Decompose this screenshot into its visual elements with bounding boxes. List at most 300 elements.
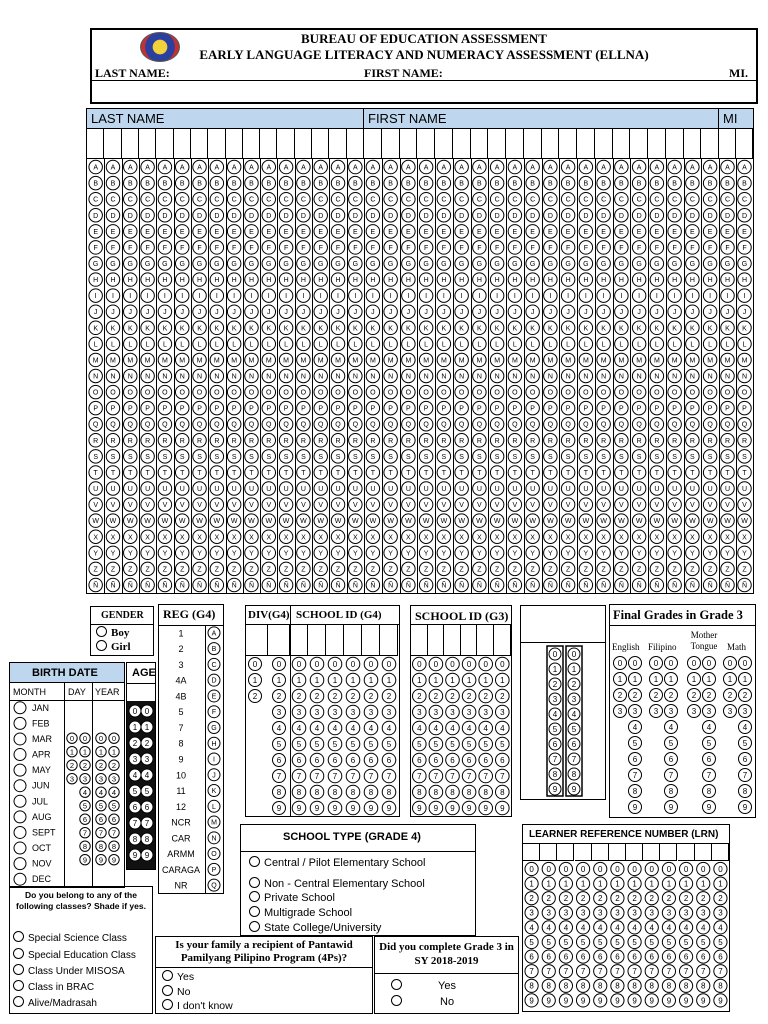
last-name-bubble[interactable]	[124, 546, 137, 559]
school-g3-digit-box[interactable]	[444, 624, 461, 656]
last-name-letter-box[interactable]	[295, 129, 312, 159]
last-name-bubble[interactable]	[331, 305, 344, 318]
last-name-bubble[interactable]	[349, 417, 362, 430]
first-name-bubble[interactable]	[526, 192, 539, 205]
school-g4-bubble[interactable]	[310, 657, 324, 671]
birth-month-option[interactable]	[14, 749, 51, 761]
last-name-bubble[interactable]	[279, 257, 292, 270]
last-name-bubble[interactable]	[175, 417, 188, 430]
first-name-bubble[interactable]	[544, 434, 557, 447]
last-name-bubble[interactable]	[349, 369, 362, 382]
first-name-bubble[interactable]	[419, 257, 432, 270]
last-name-bubble[interactable]	[279, 578, 292, 591]
last-name-bubble[interactable]	[158, 466, 171, 479]
division-bubble[interactable]	[249, 690, 262, 703]
last-name-bubble[interactable]	[124, 305, 137, 318]
school-g3-bubble[interactable]	[462, 753, 476, 767]
first-name-bubble[interactable]	[615, 466, 628, 479]
final-grade-ones-bubble[interactable]	[665, 753, 678, 766]
first-name-bubble[interactable]	[615, 225, 628, 238]
first-name-bubble[interactable]	[455, 353, 468, 366]
last-name-bubble[interactable]	[314, 337, 327, 350]
last-name-bubble[interactable]	[175, 176, 188, 189]
last-name-bubble[interactable]	[158, 160, 171, 173]
lrn-bubble[interactable]	[576, 877, 589, 890]
last-name-bubble[interactable]	[245, 160, 258, 173]
first-name-bubble[interactable]	[366, 225, 379, 238]
first-name-bubble[interactable]	[597, 546, 610, 559]
lrn-bubble[interactable]	[662, 906, 675, 919]
last-name-bubble[interactable]	[349, 466, 362, 479]
last-name-bubble[interactable]	[141, 401, 154, 414]
first-name-bubble[interactable]	[508, 434, 521, 447]
first-name-bubble[interactable]	[650, 369, 663, 382]
last-name-bubble[interactable]	[124, 578, 137, 591]
school-g3-digit-box[interactable]	[477, 624, 494, 656]
school-g4-bubble[interactable]	[364, 689, 378, 703]
first-name-bubble[interactable]	[402, 225, 415, 238]
last-name-bubble[interactable]	[175, 385, 188, 398]
first-name-bubble[interactable]	[473, 337, 486, 350]
first-name-bubble[interactable]	[366, 289, 379, 302]
first-name-bubble[interactable]	[686, 578, 699, 591]
age-tens-bubble[interactable]	[129, 705, 141, 717]
division-bubble[interactable]	[249, 674, 262, 687]
first-name-bubble[interactable]	[615, 273, 628, 286]
region-bubble[interactable]	[208, 706, 220, 718]
lrn-bubble[interactable]	[525, 935, 538, 948]
mi-name-bubble[interactable]	[738, 385, 751, 398]
first-name-bubble[interactable]	[703, 241, 716, 254]
first-name-bubble[interactable]	[615, 434, 628, 447]
last-name-bubble[interactable]	[158, 482, 171, 495]
last-name-bubble[interactable]	[262, 514, 275, 527]
last-name-bubble[interactable]	[227, 305, 240, 318]
first-name-bubble[interactable]	[544, 353, 557, 366]
last-name-bubble[interactable]	[314, 450, 327, 463]
final-grade-ones-bubble[interactable]	[739, 673, 752, 686]
school-g3-bubble[interactable]	[479, 753, 493, 767]
last-name-bubble[interactable]	[245, 225, 258, 238]
first-name-bubble[interactable]	[579, 337, 592, 350]
last-name-bubble[interactable]	[106, 176, 119, 189]
last-name-bubble[interactable]	[141, 225, 154, 238]
first-name-bubble[interactable]	[686, 289, 699, 302]
last-name-bubble[interactable]	[141, 546, 154, 559]
age-tens-bubble[interactable]	[129, 817, 141, 829]
first-name-bubble[interactable]	[668, 369, 681, 382]
first-name-bubble[interactable]	[544, 466, 557, 479]
first-name-bubble[interactable]	[526, 514, 539, 527]
first-name-bubble[interactable]	[579, 546, 592, 559]
school-g4-bubble[interactable]	[364, 801, 378, 815]
first-name-bubble[interactable]	[437, 417, 450, 430]
first-name-bubble[interactable]	[384, 498, 397, 511]
last-name-bubble[interactable]	[193, 498, 206, 511]
first-name-bubble[interactable]	[490, 562, 503, 575]
first-name-bubble[interactable]	[668, 417, 681, 430]
gender-girl[interactable]: Girl	[96, 640, 131, 653]
lrn-bubble[interactable]	[611, 935, 624, 948]
last-name-bubble[interactable]	[245, 209, 258, 222]
first-name-bubble[interactable]	[455, 417, 468, 430]
birth-year-bubble[interactable]	[96, 814, 106, 824]
last-name-bubble[interactable]	[331, 530, 344, 543]
birth-year-bubble[interactable]	[109, 854, 119, 864]
first-name-bubble[interactable]	[455, 337, 468, 350]
age-ones-bubble[interactable]	[141, 785, 153, 797]
mi-name-bubble[interactable]	[721, 192, 734, 205]
first-name-bubble[interactable]	[544, 176, 557, 189]
last-name-bubble[interactable]	[227, 514, 240, 527]
last-name-bubble[interactable]	[210, 353, 223, 366]
last-name-bubble[interactable]	[331, 176, 344, 189]
first-name-bubble[interactable]	[384, 369, 397, 382]
first-name-bubble[interactable]	[561, 192, 574, 205]
lrn-bubble[interactable]	[559, 892, 572, 905]
last-name-bubble[interactable]	[89, 289, 102, 302]
last-name-bubble[interactable]	[193, 562, 206, 575]
first-name-bubble[interactable]	[402, 562, 415, 575]
first-name-bubble[interactable]	[650, 417, 663, 430]
school-g4-bubble[interactable]	[310, 721, 324, 735]
lrn-bubble[interactable]	[645, 892, 658, 905]
lrn-digit-box[interactable]	[678, 843, 695, 861]
first-name-bubble[interactable]	[508, 401, 521, 414]
school-g3-bubble[interactable]	[429, 769, 443, 783]
final-grade-ones-bubble[interactable]	[665, 785, 678, 798]
first-name-bubble[interactable]	[402, 289, 415, 302]
birth-day-tens-bubble[interactable]	[67, 733, 77, 743]
first-name-bubble[interactable]	[703, 225, 716, 238]
region-bubble[interactable]	[208, 643, 220, 655]
first-name-bubble[interactable]	[650, 273, 663, 286]
last-name-bubble[interactable]	[279, 225, 292, 238]
first-name-bubble[interactable]	[650, 225, 663, 238]
first-name-bubble[interactable]	[402, 514, 415, 527]
last-name-bubble[interactable]	[349, 353, 362, 366]
first-name-bubble[interactable]	[384, 225, 397, 238]
lrn-bubble[interactable]	[662, 979, 675, 992]
lrn-bubble[interactable]	[594, 994, 607, 1007]
lrn-bubble[interactable]	[525, 862, 538, 875]
last-name-bubble[interactable]	[124, 514, 137, 527]
last-name-bubble[interactable]	[262, 578, 275, 591]
first-name-bubble[interactable]	[366, 160, 379, 173]
last-name-bubble[interactable]	[175, 482, 188, 495]
division-bubble[interactable]	[273, 786, 286, 799]
grade3-count-bubble[interactable]	[568, 783, 580, 795]
last-name-bubble[interactable]	[331, 225, 344, 238]
first-name-bubble[interactable]	[650, 289, 663, 302]
final-grade-tens-bubble[interactable]	[614, 657, 627, 670]
first-name-bubble[interactable]	[402, 160, 415, 173]
first-name-bubble[interactable]	[668, 530, 681, 543]
first-name-bubble[interactable]	[579, 417, 592, 430]
school-g3-bubble[interactable]	[429, 737, 443, 751]
mi-name-bubble[interactable]	[738, 482, 751, 495]
lrn-bubble[interactable]	[662, 877, 675, 890]
lrn-bubble[interactable]	[714, 935, 727, 948]
first-name-bubble[interactable]	[366, 450, 379, 463]
school-g4-digit-box[interactable]	[308, 624, 326, 656]
lrn-bubble[interactable]	[714, 862, 727, 875]
last-name-bubble[interactable]	[227, 160, 240, 173]
first-name-bubble[interactable]	[632, 434, 645, 447]
first-name-bubble[interactable]	[561, 385, 574, 398]
grade3-count-bubble[interactable]	[549, 783, 561, 795]
lrn-bubble[interactable]	[559, 965, 572, 978]
first-name-bubble[interactable]	[419, 273, 432, 286]
region-bubble[interactable]	[208, 674, 220, 686]
last-name-bubble[interactable]	[279, 209, 292, 222]
grade3-count-bubble[interactable]	[549, 768, 561, 780]
first-name-bubble[interactable]	[632, 241, 645, 254]
last-name-bubble[interactable]	[141, 321, 154, 334]
age-ones-bubble[interactable]	[141, 769, 153, 781]
birth-month-option[interactable]	[14, 717, 50, 729]
school-g4-bubble[interactable]	[346, 769, 360, 783]
first-name-bubble[interactable]	[508, 192, 521, 205]
birth-day-ones-bubble[interactable]	[80, 760, 90, 770]
first-name-bubble[interactable]	[437, 514, 450, 527]
first-name-bubble[interactable]	[402, 530, 415, 543]
school-g3-bubble[interactable]	[446, 769, 460, 783]
first-name-bubble[interactable]	[650, 241, 663, 254]
last-name-bubble[interactable]	[331, 385, 344, 398]
first-name-bubble[interactable]	[473, 369, 486, 382]
lrn-bubble[interactable]	[697, 921, 710, 934]
first-name-bubble[interactable]	[526, 321, 539, 334]
last-name-bubble[interactable]	[210, 337, 223, 350]
first-name-bubble[interactable]	[703, 369, 716, 382]
final-grade-ones-bubble[interactable]	[629, 689, 642, 702]
first-name-bubble[interactable]	[561, 337, 574, 350]
last-name-bubble[interactable]	[314, 498, 327, 511]
first-name-bubble[interactable]	[473, 225, 486, 238]
mi-name-bubble[interactable]	[721, 546, 734, 559]
first-name-bubble[interactable]	[526, 401, 539, 414]
final-grade-tens-bubble[interactable]	[650, 705, 663, 718]
first-name-bubble[interactable]	[561, 530, 574, 543]
last-name-bubble[interactable]	[297, 562, 310, 575]
first-name-bubble[interactable]	[650, 353, 663, 366]
first-name-bubble[interactable]	[490, 369, 503, 382]
first-name-letter-box[interactable]	[364, 129, 382, 159]
first-name-bubble[interactable]	[402, 257, 415, 270]
first-name-bubble[interactable]	[579, 369, 592, 382]
first-name-bubble[interactable]	[366, 482, 379, 495]
birth-day-tens-bubble[interactable]	[67, 746, 77, 756]
last-name-bubble[interactable]	[141, 417, 154, 430]
first-name-bubble[interactable]	[490, 434, 503, 447]
first-name-bubble[interactable]	[544, 192, 557, 205]
last-name-bubble[interactable]	[314, 305, 327, 318]
first-name-bubble[interactable]	[579, 466, 592, 479]
first-name-bubble[interactable]	[579, 273, 592, 286]
lrn-bubble[interactable]	[697, 862, 710, 875]
first-name-bubble[interactable]	[384, 466, 397, 479]
division-bubble[interactable]	[273, 658, 286, 671]
last-name-bubble[interactable]	[314, 482, 327, 495]
final-grade-ones-bubble[interactable]	[665, 673, 678, 686]
grade3-count-bubble[interactable]	[568, 768, 580, 780]
first-name-letter-box[interactable]	[595, 129, 613, 159]
lrn-bubble[interactable]	[576, 862, 589, 875]
last-name-bubble[interactable]	[262, 160, 275, 173]
school-g3-bubble[interactable]	[479, 721, 493, 735]
mi-name-bubble[interactable]	[738, 466, 751, 479]
first-name-bubble[interactable]	[544, 482, 557, 495]
first-name-bubble[interactable]	[473, 209, 486, 222]
first-name-bubble[interactable]	[384, 257, 397, 270]
last-name-bubble[interactable]	[297, 321, 310, 334]
grade3-count-bubble[interactable]	[549, 663, 561, 675]
first-name-bubble[interactable]	[597, 225, 610, 238]
first-name-letter-box[interactable]	[559, 129, 577, 159]
last-name-bubble[interactable]	[314, 385, 327, 398]
age-tens-bubble[interactable]	[129, 801, 141, 813]
last-name-bubble[interactable]	[210, 450, 223, 463]
last-name-bubble[interactable]	[158, 225, 171, 238]
first-name-bubble[interactable]	[579, 530, 592, 543]
last-name-bubble[interactable]	[349, 514, 362, 527]
birth-month-option[interactable]	[14, 780, 50, 792]
last-name-bubble[interactable]	[331, 401, 344, 414]
school-g4-bubble[interactable]	[364, 657, 378, 671]
lrn-bubble[interactable]	[525, 979, 538, 992]
school-g4-bubble[interactable]	[382, 785, 396, 799]
last-name-bubble[interactable]	[279, 466, 292, 479]
last-name-bubble[interactable]	[158, 417, 171, 430]
last-name-bubble[interactable]	[314, 192, 327, 205]
first-name-bubble[interactable]	[703, 192, 716, 205]
first-name-bubble[interactable]	[384, 514, 397, 527]
age-tens-bubble[interactable]	[129, 785, 141, 797]
first-name-bubble[interactable]	[437, 466, 450, 479]
first-name-bubble[interactable]	[384, 401, 397, 414]
first-name-bubble[interactable]	[384, 482, 397, 495]
grade3-count-bubble[interactable]	[568, 708, 580, 720]
school-g4-bubble[interactable]	[292, 705, 306, 719]
last-name-bubble[interactable]	[279, 434, 292, 447]
last-name-bubble[interactable]	[89, 257, 102, 270]
last-name-bubble[interactable]	[245, 434, 258, 447]
pantawid-no[interactable]: No	[162, 985, 190, 998]
lrn-bubble[interactable]	[645, 965, 658, 978]
school-g3-bubble[interactable]	[446, 785, 460, 799]
grade3-count-bubble[interactable]	[568, 648, 580, 660]
last-name-bubble[interactable]	[349, 578, 362, 591]
lrn-bubble[interactable]	[628, 965, 641, 978]
last-name-bubble[interactable]	[314, 160, 327, 173]
birth-year-bubble[interactable]	[109, 760, 119, 770]
last-name-bubble[interactable]	[331, 241, 344, 254]
last-name-bubble[interactable]	[245, 385, 258, 398]
last-name-bubble[interactable]	[262, 353, 275, 366]
lrn-bubble[interactable]	[645, 862, 658, 875]
first-name-bubble[interactable]	[615, 482, 628, 495]
birth-year-bubble[interactable]	[96, 733, 106, 743]
lrn-bubble[interactable]	[679, 965, 692, 978]
first-name-bubble[interactable]	[632, 225, 645, 238]
first-name-bubble[interactable]	[384, 385, 397, 398]
last-name-bubble[interactable]	[89, 417, 102, 430]
first-name-bubble[interactable]	[490, 321, 503, 334]
first-name-bubble[interactable]	[508, 305, 521, 318]
first-name-bubble[interactable]	[508, 160, 521, 173]
last-name-bubble[interactable]	[89, 225, 102, 238]
first-name-bubble[interactable]	[544, 273, 557, 286]
last-name-bubble[interactable]	[331, 578, 344, 591]
birth-year-bubble[interactable]	[109, 827, 119, 837]
first-name-bubble[interactable]	[579, 450, 592, 463]
last-name-bubble[interactable]	[175, 514, 188, 527]
lrn-bubble[interactable]	[611, 950, 624, 963]
first-name-bubble[interactable]	[384, 176, 397, 189]
lrn-bubble[interactable]	[594, 877, 607, 890]
last-name-bubble[interactable]	[349, 305, 362, 318]
first-name-bubble[interactable]	[579, 176, 592, 189]
first-name-bubble[interactable]	[419, 353, 432, 366]
last-name-bubble[interactable]	[279, 562, 292, 575]
last-name-bubble[interactable]	[193, 514, 206, 527]
last-name-bubble[interactable]	[297, 353, 310, 366]
last-name-bubble[interactable]	[106, 273, 119, 286]
first-name-bubble[interactable]	[686, 273, 699, 286]
lrn-bubble[interactable]	[679, 935, 692, 948]
last-name-bubble[interactable]	[314, 401, 327, 414]
first-name-bubble[interactable]	[703, 498, 716, 511]
school-g3-bubble[interactable]	[462, 785, 476, 799]
first-name-bubble[interactable]	[490, 289, 503, 302]
first-name-bubble[interactable]	[384, 273, 397, 286]
last-name-bubble[interactable]	[297, 192, 310, 205]
mi-name-bubble[interactable]	[721, 257, 734, 270]
mi-name-bubble[interactable]	[738, 514, 751, 527]
last-name-bubble[interactable]	[245, 401, 258, 414]
first-name-bubble[interactable]	[597, 562, 610, 575]
school-g4-bubble[interactable]	[292, 785, 306, 799]
school-g3-bubble[interactable]	[429, 721, 443, 735]
lrn-digit-box[interactable]	[557, 843, 574, 861]
first-name-bubble[interactable]	[437, 225, 450, 238]
last-name-bubble[interactable]	[141, 241, 154, 254]
first-name-bubble[interactable]	[508, 385, 521, 398]
first-name-bubble[interactable]	[561, 209, 574, 222]
last-name-bubble[interactable]	[297, 498, 310, 511]
lrn-bubble[interactable]	[559, 950, 572, 963]
first-name-bubble[interactable]	[384, 353, 397, 366]
lrn-bubble[interactable]	[662, 994, 675, 1007]
birth-year-bubble[interactable]	[96, 854, 106, 864]
mi-name-bubble[interactable]	[738, 417, 751, 430]
last-name-bubble[interactable]	[210, 401, 223, 414]
last-name-bubble[interactable]	[297, 225, 310, 238]
last-name-bubble[interactable]	[210, 434, 223, 447]
lrn-bubble[interactable]	[662, 862, 675, 875]
first-name-bubble[interactable]	[473, 305, 486, 318]
lrn-bubble[interactable]	[679, 950, 692, 963]
lrn-digit-box[interactable]	[695, 843, 712, 861]
last-name-bubble[interactable]	[158, 562, 171, 575]
final-grade-tens-bubble[interactable]	[688, 657, 701, 670]
last-name-bubble[interactable]	[175, 466, 188, 479]
birth-day-tens-bubble[interactable]	[67, 760, 77, 770]
last-name-bubble[interactable]	[279, 450, 292, 463]
first-name-bubble[interactable]	[668, 225, 681, 238]
final-grade-tens-bubble[interactable]	[688, 689, 701, 702]
